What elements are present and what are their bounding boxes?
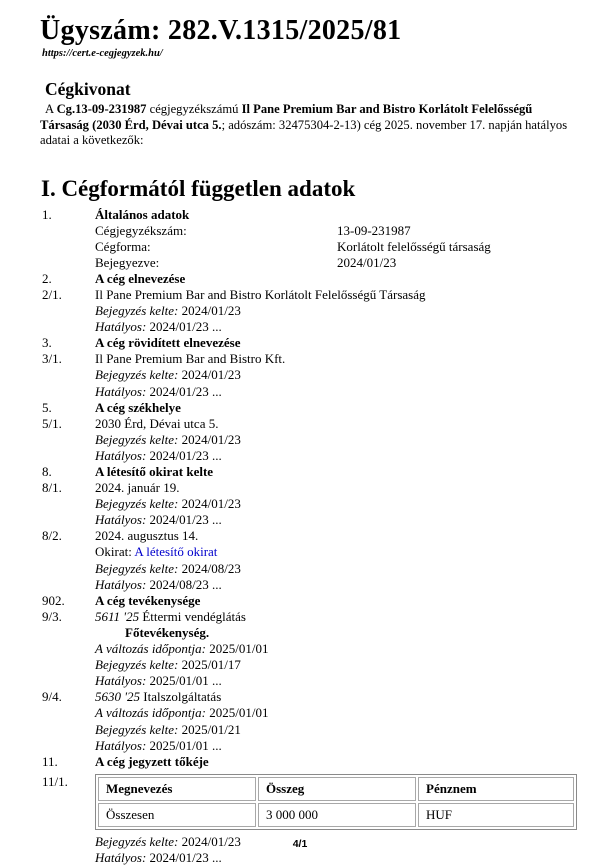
date-value: 2024/01/23 <box>178 431 241 447</box>
entry-line <box>40 464 600 480</box>
entry-line <box>40 367 600 383</box>
entry-number: 11/1. <box>42 773 68 789</box>
entry-line <box>40 705 600 721</box>
date-label: Bejegyzés kelte: <box>95 721 179 737</box>
date-value: 2024/01/23 <box>178 303 241 319</box>
entry-number: 2. <box>42 270 52 286</box>
entry-line <box>40 512 600 528</box>
field-label: Cégjegyzékszám: <box>95 222 187 238</box>
entry-heading: A cég jegyzett tőkéje <box>95 753 209 769</box>
entry-text: 2024. augusztus 14. <box>95 528 199 544</box>
entry-number: 2/1. <box>42 286 62 302</box>
section-title: I. Cégformától független adatok <box>41 175 356 201</box>
table-cell: Összesen <box>98 803 256 827</box>
table-row <box>98 803 574 827</box>
date-label: Bejegyzés kelte: <box>95 833 179 849</box>
date-label: Hatályos: <box>95 849 147 865</box>
intro-company-name: Il Pane Premium Bar and Bistro Korlátolt Felelősségű Társaság (2030 Érd, Dévai utca 5. <box>40 102 533 132</box>
entry-line <box>40 351 600 367</box>
table-column-header: Megnevezés <box>98 777 256 801</box>
date-label: Bejegyzés kelte: <box>95 367 179 383</box>
entry-line <box>40 738 600 754</box>
entry-line <box>40 480 600 496</box>
case-number-title: Ügyszám: 282.V.1315/2025/81 <box>40 15 402 46</box>
date-value: 2024/01/23 ... <box>146 383 222 399</box>
entry-line <box>40 416 600 432</box>
table-header-row <box>98 777 574 801</box>
entry-line <box>40 271 600 287</box>
document-label: Okirat: <box>95 544 135 560</box>
date-value: 2025/01/01 <box>205 705 269 721</box>
entry-number: 8/1. <box>42 480 62 496</box>
entry-line <box>40 657 600 673</box>
activity-code: 5611 '25 <box>95 608 140 624</box>
entry-line <box>40 432 600 448</box>
date-label: Bejegyzés kelte: <box>95 657 179 673</box>
entry-line <box>40 448 600 464</box>
entry-line <box>40 287 600 303</box>
field-value: 2024/01/23 <box>337 254 397 270</box>
entry-line <box>40 255 600 271</box>
entry-line <box>40 496 600 512</box>
entry-line <box>40 641 600 657</box>
date-label: Bejegyzés kelte: <box>95 560 179 576</box>
activity-name: Italszolgáltatás <box>140 689 222 705</box>
entry-heading: A cég székhelye <box>95 399 181 415</box>
entry-line <box>40 544 600 560</box>
date-label: Hatályos: <box>95 512 147 528</box>
document-link[interactable]: A létesítő okirat <box>134 544 218 560</box>
field-label: Bejegyezve: <box>95 254 160 270</box>
entry-line <box>40 673 600 689</box>
date-value: 2025/01/01 ... <box>146 673 222 689</box>
entry-line <box>40 689 600 705</box>
date-value: 2024/08/23 <box>178 560 241 576</box>
entry-line <box>40 774 600 830</box>
date-value: 2025/01/01 <box>205 641 269 657</box>
intro-suffix: ; adószám: 32475304-2-13) cég 2025. november 17. napján hatályos adatai a következők: <box>40 117 568 147</box>
date-label: Hatályos: <box>95 576 147 592</box>
date-value: 2024/01/23 ... <box>146 849 222 865</box>
entry-line <box>40 561 600 577</box>
source-url: https://cert.e-cegjegyzek.hu/ <box>42 48 163 59</box>
entry-line <box>40 384 600 400</box>
entry-number: 8/2. <box>42 528 62 544</box>
intro-middle: cégjegyzékszámú <box>146 102 242 116</box>
activity-code: 5630 '25 <box>95 689 141 705</box>
document-type-heading: Cégkivonat <box>45 79 131 99</box>
date-value: 2025/01/17 <box>178 657 241 673</box>
intro-paragraph <box>40 102 584 149</box>
date-value: 2025/01/01 ... <box>146 737 222 753</box>
entry-heading: A cég rövidített elnevezése <box>95 335 241 351</box>
entry-text: 2030 Érd, Dévai utca 5. <box>95 415 219 431</box>
field-label: Cégforma: <box>95 238 151 254</box>
date-label: Bejegyzés kelte: <box>95 496 179 512</box>
entry-line <box>40 223 600 239</box>
date-label: A változás időpontja: <box>95 641 206 657</box>
date-label: Hatályos: <box>95 319 147 335</box>
entry-heading: Általános adatok <box>95 206 190 222</box>
field-value: Korlátolt felelősségű társaság <box>337 238 491 254</box>
entry-number: 8. <box>42 464 52 479</box>
date-label: Hatályos: <box>95 447 147 463</box>
entry-text: 2024. január 19. <box>95 480 180 496</box>
intro-prefix: A <box>45 102 57 116</box>
main-activity-label: Főtevékenység. <box>125 624 210 640</box>
date-value: 2024/01/23 <box>178 496 241 512</box>
date-value: 2025/01/21 <box>178 721 241 737</box>
entry-line <box>40 593 600 609</box>
entry-line <box>40 528 600 544</box>
entry-line <box>40 625 600 641</box>
entry-line <box>40 577 600 593</box>
entry-number: 9/4. <box>42 689 62 705</box>
table-column-header: Pénznem <box>418 777 574 801</box>
field-value: 13-09-231987 <box>337 222 411 238</box>
entry-line <box>40 754 600 770</box>
entry-number: 902. <box>42 592 65 608</box>
entry-line <box>40 207 600 223</box>
entry-line <box>40 335 600 351</box>
date-label: Hatályos: <box>95 737 147 753</box>
table-column-header: Összeg <box>258 777 416 801</box>
entries <box>40 207 600 866</box>
entry-line <box>40 400 600 416</box>
entry-heading: A létesítő okirat kelte <box>95 464 214 479</box>
table-cell: 3 000 000 <box>258 803 416 827</box>
entry-heading: A cég elnevezése <box>95 270 186 286</box>
entry-line <box>40 303 600 319</box>
date-value: 2024/01/23 ... <box>146 447 222 463</box>
date-label: Bejegyzés kelte: <box>95 431 179 447</box>
entry-line <box>40 239 600 255</box>
entry-heading: A cég tevékenysége <box>95 592 201 608</box>
date-label: Bejegyzés kelte: <box>95 303 179 319</box>
date-value: 2024/01/23 ... <box>146 512 222 528</box>
entry-number: 5. <box>42 399 52 415</box>
entry-number: 9/3. <box>42 608 62 624</box>
entry-line <box>40 609 600 625</box>
entry-number: 1. <box>42 206 52 222</box>
date-value: 2024/01/23 ... <box>146 319 222 335</box>
date-value: 2024/01/23 <box>178 833 241 849</box>
entry-number: 3/1. <box>42 351 62 367</box>
intro-reg-number: Cg.13-09-231987 <box>56 102 147 116</box>
entry-line <box>40 850 600 866</box>
table-cell: HUF <box>418 803 574 827</box>
date-value: 2024/01/23 <box>178 367 241 383</box>
entry-number: 5/1. <box>42 415 62 431</box>
entry-number: 11. <box>42 753 58 769</box>
entry-text: Il Pane Premium Bar and Bistro Kft. <box>95 351 286 367</box>
date-label: A változás időpontja: <box>95 705 206 721</box>
date-label: Hatályos: <box>95 673 147 689</box>
page-number: 4/1 <box>292 838 308 850</box>
entry-text: Il Pane Premium Bar and Bistro Korlátolt Felelősségű Társaság <box>95 286 426 302</box>
capital-table <box>95 774 577 830</box>
entry-line <box>40 722 600 738</box>
activity-name: Éttermi vendéglátás <box>139 608 246 624</box>
date-label: Hatályos: <box>95 383 147 399</box>
entry-line <box>40 319 600 335</box>
date-value: 2024/08/23 ... <box>146 576 222 592</box>
entry-number: 3. <box>42 335 52 351</box>
